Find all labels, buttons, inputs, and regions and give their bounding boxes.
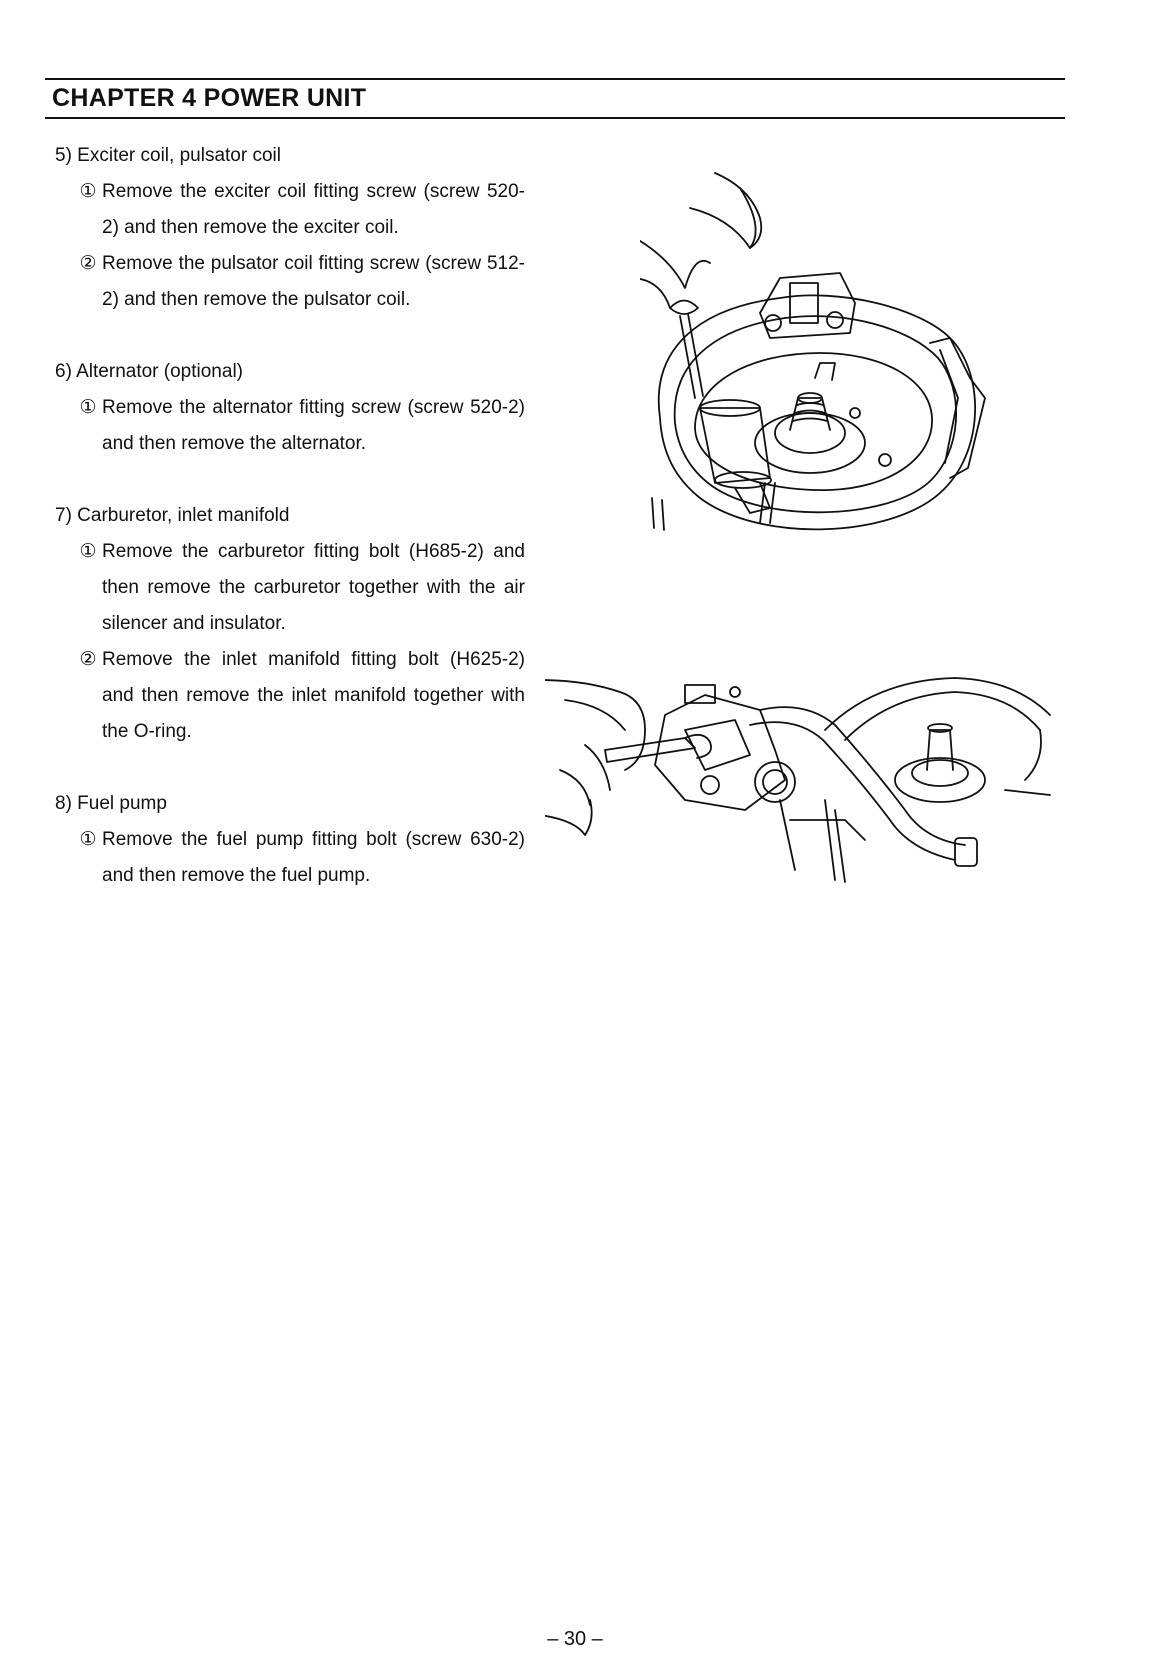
step-item xyxy=(55,390,525,462)
section-fuel-pump xyxy=(55,786,525,894)
page-number: – 30 – xyxy=(547,1628,603,1650)
section-carburetor xyxy=(55,498,525,750)
step-number: ② xyxy=(79,649,97,670)
section-title: 6) Alternator (optional) xyxy=(55,361,243,382)
step-item xyxy=(55,174,525,246)
wrench-removing-carburetor-illustration xyxy=(545,670,1065,890)
section-title: 8) Fuel pump xyxy=(55,793,167,814)
step-text: Remove the exciter coil fitting screw (screw 520-2) and then remove the exciter coil. xyxy=(102,181,525,238)
section-alternator xyxy=(55,354,525,462)
header-rule-top xyxy=(45,78,1065,80)
step-number: ① xyxy=(79,181,97,202)
chapter-title: CHAPTER 4 POWER UNIT xyxy=(52,84,367,112)
section-exciter-coil xyxy=(55,138,525,318)
step-number: ① xyxy=(79,541,97,562)
step-number: ① xyxy=(79,829,97,850)
step-text: Remove the inlet manifold fitting bolt (H625-2) and then remove the inlet manifold together with the O-ring. xyxy=(102,649,525,742)
step-text: Remove the alternator fitting screw (screw 520-2) and then remove the alternator. xyxy=(102,397,525,454)
step-text: Remove the fuel pump fitting bolt (screw 630-2) and then remove the fuel pump. xyxy=(102,829,525,886)
screwdriver-removing-coil-illustration xyxy=(640,168,1040,563)
step-item xyxy=(55,246,525,318)
section-title: 5) Exciter coil, pulsator coil xyxy=(55,145,281,166)
step-item xyxy=(55,822,525,894)
step-text: Remove the carburetor fitting bolt (H685-2) and then remove the carburetor together with the air silencer and insulator. xyxy=(102,541,525,634)
header-rule-bottom xyxy=(45,117,1065,119)
step-item xyxy=(55,534,525,642)
step-text: Remove the pulsator coil fitting screw (screw 512-2) and then remove the pulsator coil. xyxy=(102,253,525,310)
step-number: ② xyxy=(79,253,97,274)
step-item xyxy=(55,642,525,750)
step-number: ① xyxy=(79,397,97,418)
section-title: 7) Carburetor, inlet manifold xyxy=(55,505,290,526)
